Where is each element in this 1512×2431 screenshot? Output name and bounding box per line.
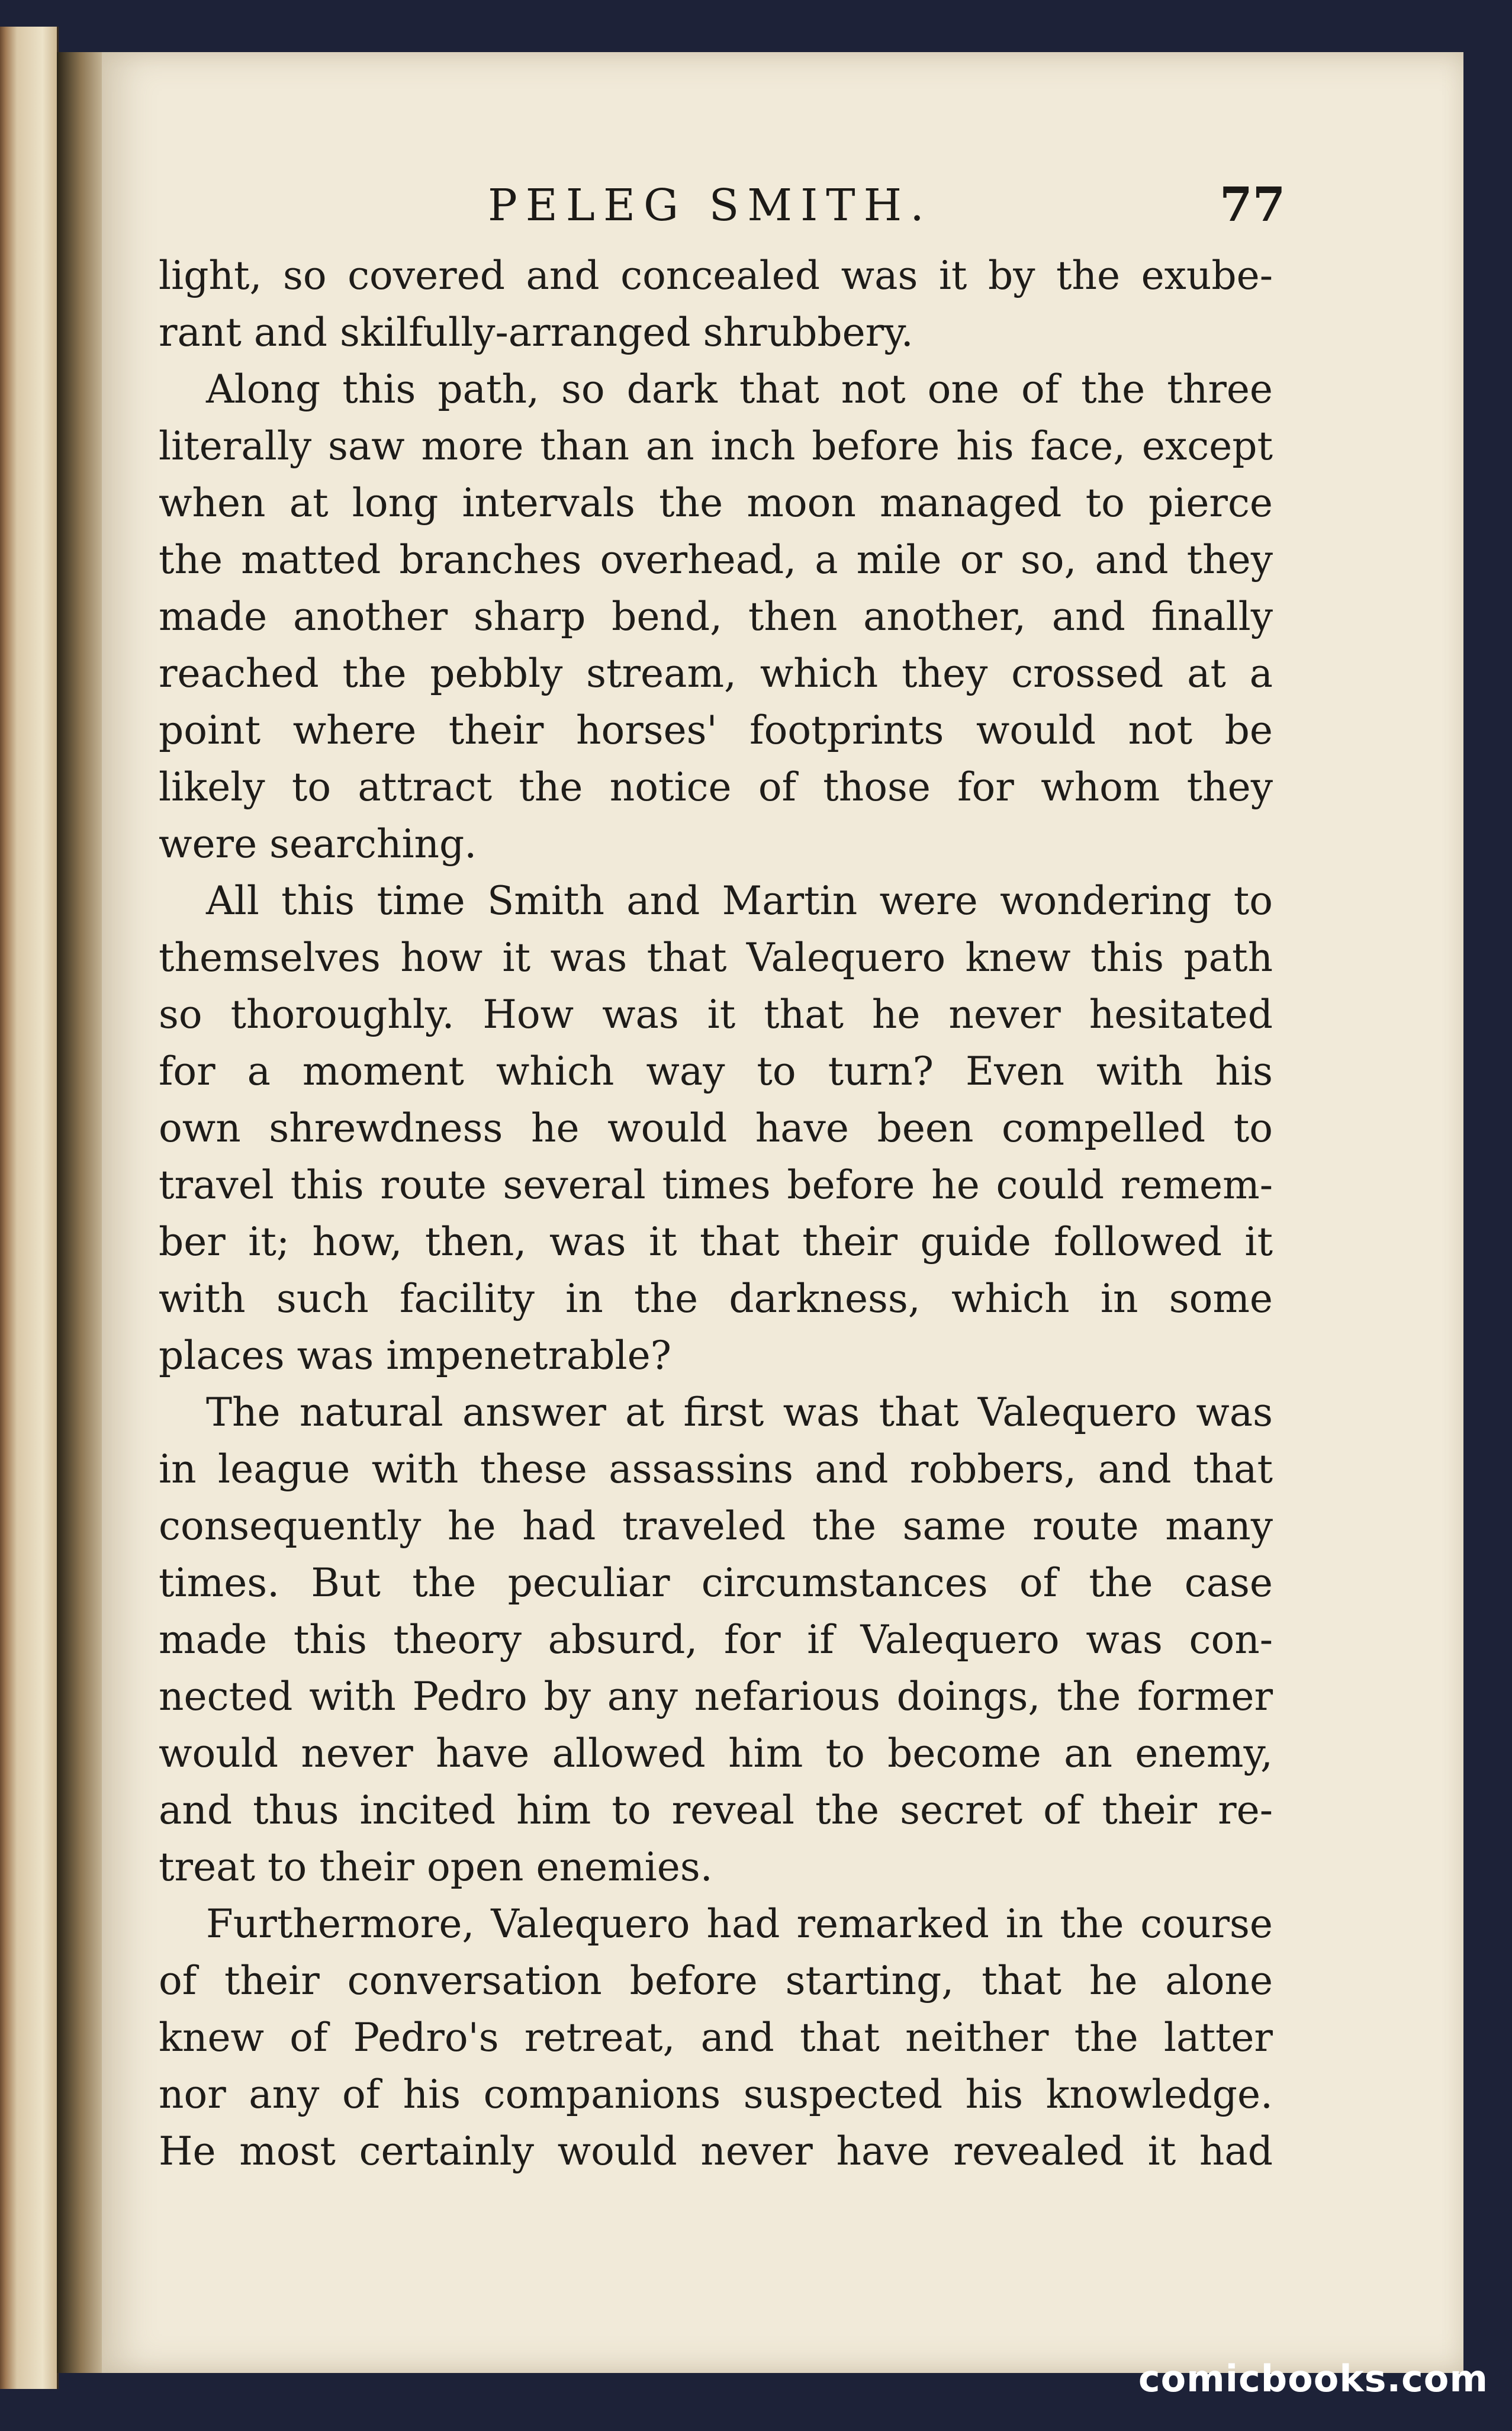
text-line: ber it; how, then, was it that their guide followed it (159, 1219, 1273, 1265)
text-line: places was impenetrable? (159, 1333, 672, 1378)
text-line: made another sharp bend, then another, and finally (159, 594, 1273, 639)
text-line: the matted branches overhead, a mile or so, and they (159, 537, 1273, 583)
running-title: PELEG SMITH. (488, 180, 932, 231)
text-line: nor any of his companions suspected his knowledge. (159, 2072, 1273, 2117)
text-line: themselves how it was that Valequero knew this path (159, 935, 1273, 980)
text-line: for a moment which way to turn? Even with his (159, 1049, 1273, 1094)
text-line: in league with these assassins and robbers, and that (159, 1446, 1273, 1492)
text-line: consequently he had traveled the same route many (159, 1503, 1273, 1549)
left-page-edge (0, 27, 59, 2389)
text-line: and thus incited him to reveal the secret of their re- (159, 1787, 1273, 1833)
text-line: with such facility in the darkness, which in some (159, 1276, 1273, 1321)
text-line: would never have allowed him to become an enemy, (159, 1731, 1273, 1776)
text-line: knew of Pedro's retreat, and that neither the latter (159, 2015, 1273, 2060)
text-line: travel this route several times before he could remem- (159, 1162, 1273, 1208)
text-line: likely to attract the notice of those for whom they (159, 764, 1273, 810)
text-line: literally saw more than an inch before his face, except (159, 423, 1273, 469)
text-line: Furthermore, Valequero had remarked in the course (206, 1901, 1273, 1947)
text-line: when at long intervals the moon managed to pierce (159, 480, 1273, 526)
text-line: times. But the peculiar circumstances of the case (159, 1560, 1273, 1606)
text-line: own shrewdness he would have been compelled to (159, 1105, 1273, 1151)
text-line: so thoroughly. How was it that he never hesitated (159, 992, 1273, 1037)
text-line: treat to their open enemies. (159, 1844, 713, 1890)
page-body-text (159, 247, 1273, 2180)
page-number: 77 (1220, 176, 1286, 232)
text-line: The natural answer at first was that Valequero was (206, 1390, 1273, 1435)
text-line: of their conversation before starting, that he alone (159, 1958, 1273, 2004)
text-line: He most certainly would never have revealed it had (159, 2128, 1273, 2174)
text-line: nected with Pedro by any nefarious doings, the former (159, 1674, 1273, 1719)
text-line: were searching. (159, 821, 477, 867)
text-line: point where their horses' footprints would not be (159, 708, 1273, 753)
text-line: reached the pebbly stream, which they crossed at a (159, 651, 1273, 696)
text-line: All this time Smith and Martin were wondering to (206, 878, 1273, 924)
text-line: light, so covered and concealed was it by the exube- (159, 253, 1273, 298)
text-line: made this theory absurd, for if Valequero was con- (159, 1617, 1273, 1663)
watermark: comicbooks.com (1138, 2357, 1488, 2400)
text-line: rant and skilfully-arranged shrubbery. (159, 310, 913, 355)
text-line: Along this path, so dark that not one of the three (206, 366, 1273, 412)
